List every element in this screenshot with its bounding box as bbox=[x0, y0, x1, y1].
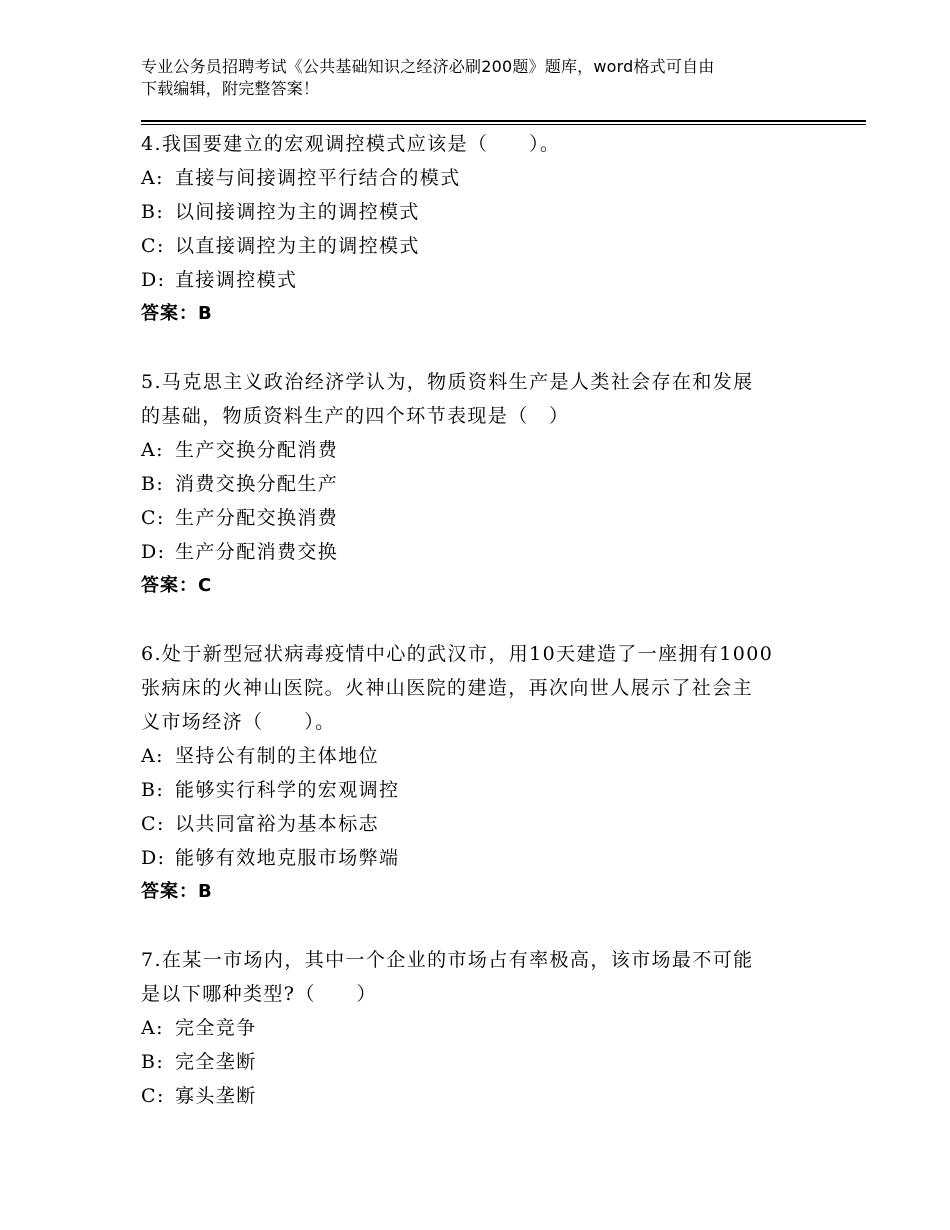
document-header bbox=[141, 56, 841, 100]
option-text: 完全竞争 bbox=[175, 1017, 257, 1039]
answer-label: 答案：B bbox=[141, 881, 213, 902]
option-line bbox=[141, 263, 821, 297]
option-letter: B: bbox=[141, 779, 165, 801]
option-letter: B: bbox=[141, 473, 165, 495]
question-block bbox=[141, 637, 821, 909]
option-letter: C: bbox=[141, 235, 165, 257]
option-letter: C: bbox=[141, 507, 165, 529]
option-text: 能够实行科学的宏观调控 bbox=[175, 779, 400, 801]
option-line bbox=[141, 841, 821, 875]
question-stem-line: 张病床的火神山医院。火神山医院的建造，再次向世人展示了社会主 bbox=[141, 677, 754, 699]
option-line bbox=[141, 739, 821, 773]
answer-label: 答案：B bbox=[141, 303, 213, 324]
header-line-2: 下载编辑，附完整答案！ bbox=[141, 79, 320, 98]
option-text: 能够有效地克服市场弊端 bbox=[175, 847, 400, 869]
option-text: 直接调控模式 bbox=[175, 269, 298, 291]
question-block bbox=[141, 943, 821, 1113]
question-stem-line: 4.我国要建立的宏观调控模式应该是（ ）。 bbox=[141, 133, 561, 155]
question-stem-line: 的基础，物质资料生产的四个环节表现是（ ） bbox=[141, 405, 570, 427]
option-line bbox=[141, 1011, 821, 1045]
option-line bbox=[141, 501, 821, 535]
question-block bbox=[141, 127, 821, 331]
option-text: 消费交换分配生产 bbox=[175, 473, 339, 495]
option-line bbox=[141, 1045, 821, 1079]
header-rule-thin bbox=[141, 124, 866, 125]
header-line-1: 专业公务员招聘考试《公共基础知识之经济必刷200题》题库，word格式可自由 bbox=[141, 57, 715, 76]
option-line bbox=[141, 161, 821, 195]
option-text: 坚持公有制的主体地位 bbox=[175, 745, 380, 767]
option-letter: D: bbox=[141, 847, 166, 869]
option-line bbox=[141, 773, 821, 807]
option-letter: B: bbox=[141, 1051, 165, 1073]
option-text: 生产分配消费交换 bbox=[175, 541, 339, 563]
option-letter: A: bbox=[141, 167, 164, 189]
option-line bbox=[141, 229, 821, 263]
option-letter: B: bbox=[141, 201, 165, 223]
option-text: 直接与间接调控平行结合的模式 bbox=[175, 167, 461, 189]
option-text: 寡头垄断 bbox=[175, 1085, 257, 1107]
option-letter: A: bbox=[141, 1017, 164, 1039]
option-letter: A: bbox=[141, 439, 164, 461]
option-letter: D: bbox=[141, 541, 166, 563]
option-letter: C: bbox=[141, 813, 165, 835]
answer-label: 答案：C bbox=[141, 575, 213, 596]
option-text: 以共同富裕为基本标志 bbox=[175, 813, 380, 835]
option-line bbox=[141, 807, 821, 841]
option-line bbox=[141, 535, 821, 569]
option-letter: A: bbox=[141, 745, 164, 767]
question-stem-line: 5.马克思主义政治经济学认为，物质资料生产是人类社会存在和发展 bbox=[141, 371, 754, 393]
option-text: 生产分配交换消费 bbox=[175, 507, 339, 529]
option-text: 以直接调控为主的调控模式 bbox=[175, 235, 420, 257]
option-text: 完全垄断 bbox=[175, 1051, 257, 1073]
option-line bbox=[141, 433, 821, 467]
question-stem-line: 6.处于新型冠状病毒疫情中心的武汉市，用10天建造了一座拥有1000 bbox=[141, 643, 774, 665]
option-line bbox=[141, 467, 821, 501]
option-letter: D: bbox=[141, 269, 166, 291]
header-rule-thick bbox=[141, 120, 866, 122]
question-stem-line: 是以下哪种类型?（ ） bbox=[141, 983, 377, 1005]
option-letter: C: bbox=[141, 1085, 165, 1107]
option-line bbox=[141, 1079, 821, 1113]
question-list bbox=[141, 127, 821, 1113]
question-block bbox=[141, 365, 821, 603]
option-text: 生产交换分配消费 bbox=[175, 439, 339, 461]
option-text: 以间接调控为主的调控模式 bbox=[175, 201, 420, 223]
question-stem-line: 义市场经济（ ）。 bbox=[141, 711, 336, 733]
option-line bbox=[141, 195, 821, 229]
question-stem-line: 7.在某一市场内，其中一个企业的市场占有率极高，该市场最不可能 bbox=[141, 949, 754, 971]
